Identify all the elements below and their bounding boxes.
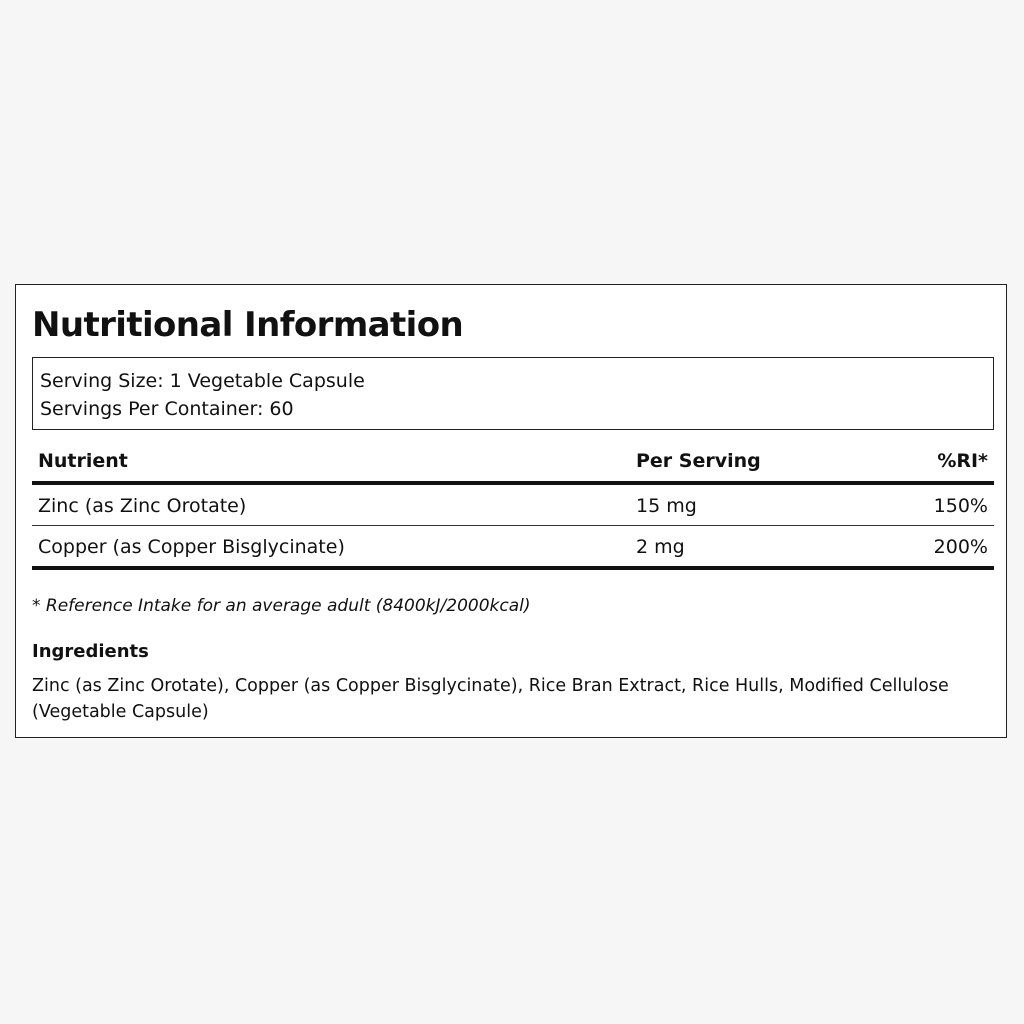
serving-info-box <box>32 357 994 430</box>
table-header <box>32 443 994 485</box>
nutrient-ri: 200% <box>933 536 988 558</box>
servings-per-container: Servings Per Container: 60 <box>40 398 294 420</box>
nutrient-ri: 150% <box>933 495 988 517</box>
ingredients-text: Zinc (as Zinc Orotate), Copper (as Copper Bisglycinate), Rice Bran Extract, Rice Hulls, Modified Cellulose (Vegetable Capsule) <box>32 676 949 722</box>
nutrient-table <box>32 443 994 570</box>
page-title: Nutritional Information <box>32 305 464 345</box>
table-row <box>32 526 994 570</box>
nutrition-panel <box>15 284 1007 738</box>
nutrient-name: Zinc (as Zinc Orotate) <box>38 495 247 517</box>
nutrient-per-serving: 2 mg <box>636 536 685 558</box>
header-nutrient: Nutrient <box>38 450 128 472</box>
reference-intake-footnote: * Reference Intake for an average adult (8400kJ/2000kcal) <box>32 596 531 616</box>
nutrient-name: Copper (as Copper Bisglycinate) <box>38 536 345 558</box>
ingredients-heading: Ingredients <box>32 641 149 662</box>
header-ri: %RI* <box>937 450 988 472</box>
serving-size: Serving Size: 1 Vegetable Capsule <box>40 370 365 392</box>
header-per-serving: Per Serving <box>636 450 761 472</box>
nutrient-per-serving: 15 mg <box>636 495 697 517</box>
table-row <box>32 485 994 526</box>
